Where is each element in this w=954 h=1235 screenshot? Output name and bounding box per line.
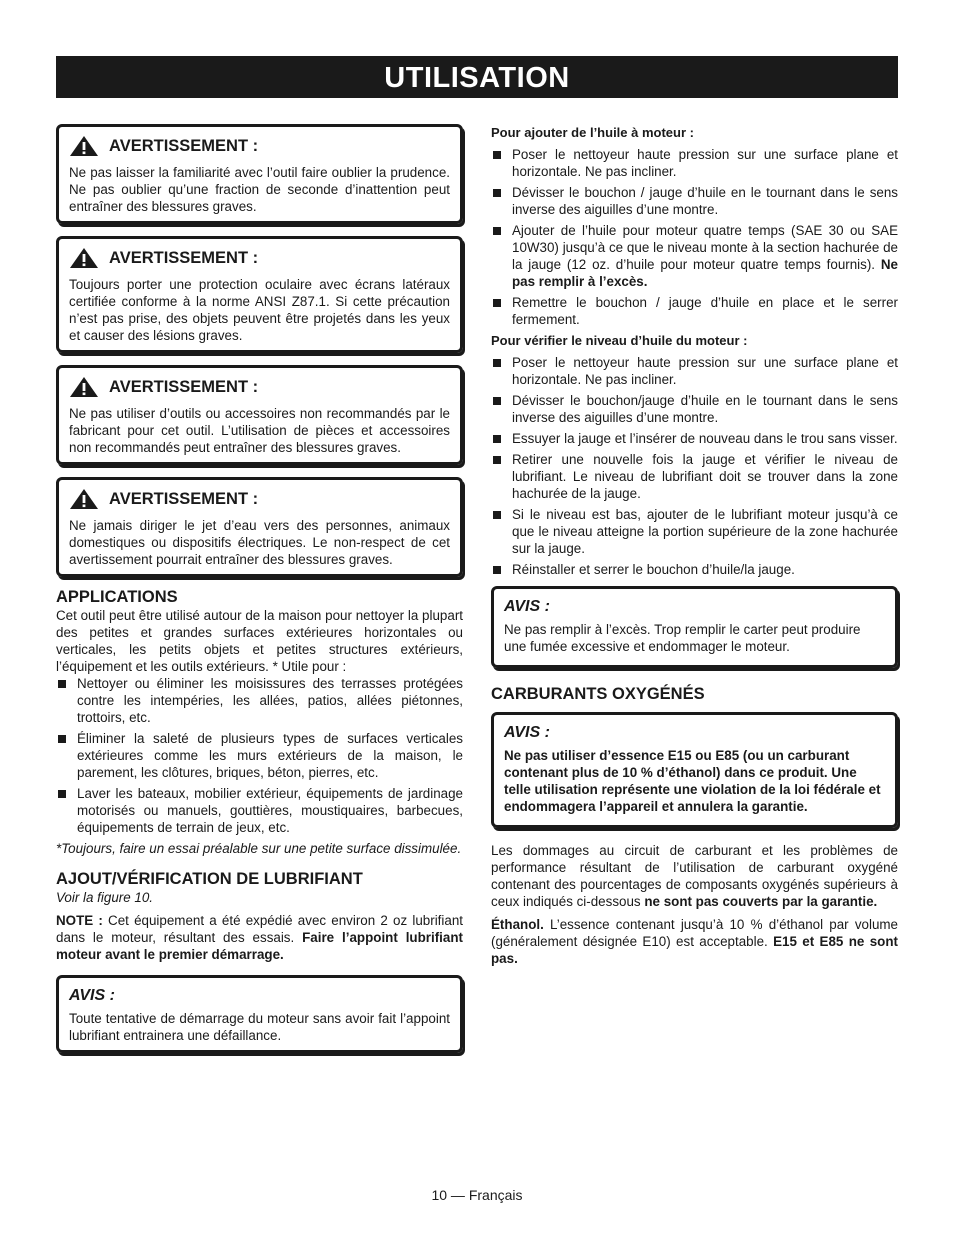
avis-text: Toute tentative de démarrage du moteur sans avoir fait l’appoint lubrifiant entrainera une défaillance.: [69, 1011, 450, 1043]
warning-triangle-icon: [69, 247, 99, 269]
list-item: Poser le nettoyeur haute pression sur une surface plane et horizontale. Ne pas incliner.: [491, 146, 898, 180]
warning-text: Ne jamais diriger le jet d’eau vers des personnes, animaux domestiques ou dispositifs électriques. Le non-respect de cet avertissement pourrait entraîner des blessures graves.: [69, 518, 450, 567]
applications-heading: APPLICATIONS: [56, 588, 178, 606]
fuels-paragraph-1: [491, 842, 898, 910]
lubricant-note: [56, 912, 463, 963]
list-item: Nettoyer ou éliminer les moisissures des terrasses protégées contre les intempéries, les allées, patios, allées piétonnes, trottoirs, etc.: [56, 675, 463, 726]
list-item: Essuyer la jauge et l’insérer de nouveau dans le trou sans visser.: [491, 430, 898, 447]
applications-intro: Cet outil peut être utilisé autour de la maison pour nettoyer la plupart des petites et grandes surfaces extérieures horizontales ou verticales, les petits objets et petites structures extérieurs, l’équipement et les outils extérieurs. * Utile pour :: [56, 608, 463, 674]
right-column: [491, 124, 898, 967]
see-figure: Voir la figure 10.: [56, 890, 154, 905]
avis-box-overfill: [491, 586, 898, 668]
fuels-heading: CARBURANTS OXYGÉNÉS: [491, 685, 705, 703]
page-footer: 10 — Français: [431, 1187, 523, 1203]
list-item: Laver les bateaux, mobilier extérieur, équipements de jardinage motorisés ou manuels, gouttières, moustiquaires, barbecues, équipements de terrain de jeux, etc.: [56, 785, 463, 836]
warning-box-1: [56, 124, 463, 224]
left-column: [56, 124, 463, 1065]
check-oil-heading: Pour vérifier le niveau d’huile du moteur :: [491, 333, 748, 348]
avis-title: AVIS :: [504, 724, 550, 741]
warning-box-2: [56, 236, 463, 353]
avis-box-fuel: [491, 712, 898, 828]
applications-list: [56, 675, 463, 836]
list-item: Dévisser le bouchon/jauge d’huile en le tournant dans le sens inverse des aiguilles d’une montre.: [491, 392, 898, 426]
warning-box-3: [56, 365, 463, 465]
fuels-p1-bold: ne sont pas couverts par la garantie.: [644, 894, 878, 909]
page-title: UTILISATION: [56, 56, 898, 98]
warning-text: Ne pas utiliser d’outils ou accessoires non recommandés par le fabricant pour cet outil. L’utilisation de pièces et accessoires non recommandés peut entraîner des blessures graves.: [69, 406, 450, 455]
fuels-paragraph-2: [491, 916, 898, 967]
list-item-text: Ajouter de l’huile pour moteur quatre temps (SAE 30 ou SAE 10W30) jusqu’à ce que le niveau monte à la section hachurée de la jauge (12 oz. d’huile pour moteur quatre temps fournis).: [512, 223, 898, 272]
list-item: Poser le nettoyeur haute pression sur une surface plane et horizontale. Ne pas incliner.: [491, 354, 898, 388]
add-oil-list: [491, 146, 898, 328]
check-oil-list: [491, 354, 898, 578]
ethanol-label: Éthanol.: [491, 917, 544, 932]
warning-triangle-icon: [69, 488, 99, 510]
warning-title: AVERTISSEMENT :: [109, 378, 259, 396]
fuels-p1-text: Les dommages au circuit de carburant et les problèmes de performance résultant de l’utilisation de carburant oxygéné contenant des pourcentages de composants oxygénés supérieurs à ceux indiqués ci-dessous: [491, 843, 898, 909]
fuels-p2-bold: E15 et E85 ne sont pas.: [491, 934, 898, 966]
warning-triangle-icon: [69, 135, 99, 157]
avis-text: Ne pas remplir à l’excès. Trop remplir le carter peut produire une fumée excessive et endommager le moteur.: [504, 622, 861, 654]
warning-title: AVERTISSEMENT :: [109, 490, 259, 508]
note-bold: Faire l’appoint lubrifiant moteur avant le premier démarrage.: [56, 930, 463, 962]
list-item: Dévisser le bouchon / jauge d’huile en le tournant dans le sens inverse des aiguilles d’une montre.: [491, 184, 898, 218]
warning-title: AVERTISSEMENT :: [109, 137, 259, 155]
warning-title: AVERTISSEMENT :: [109, 249, 259, 267]
warning-text: Ne pas laisser la familiarité avec l’outil faire oublier la prudence. Ne pas oublier qu’une fraction de seconde d’inattention peut entraîner des blessures graves.: [69, 165, 450, 214]
avis-text: Ne pas utiliser d’essence E15 ou E85 (ou un carburant contenant plus de 10 % d’éthanol) dans ce produit. Une telle utilisation représente une violation de la loi fédérale et endommagera l’appareil et annulera la garantie.: [504, 748, 881, 814]
note-label: NOTE :: [56, 913, 103, 928]
list-item: [491, 222, 898, 290]
list-item: Si le niveau est bas, ajouter de le lubrifiant moteur jusqu’à ce que le niveau atteigne la portion supérieure de la zone hachurée sur la jauge.: [491, 506, 898, 557]
list-item-bold: Ne pas remplir à l’excès.: [512, 257, 898, 289]
list-item: Réinstaller et serrer le bouchon d’huile/la jauge.: [491, 561, 898, 578]
avis-title: AVIS :: [504, 598, 550, 615]
fuels-p2-text: L’essence contenant jusqu’à 10 % d’éthanol par volume (généralement désignée E10) est acceptable.: [491, 917, 898, 949]
warning-box-4: [56, 477, 463, 577]
add-oil-heading: Pour ajouter de l’huile à moteur :: [491, 125, 694, 140]
warning-text: Toujours porter une protection oculaire avec écrans latéraux certifiée conforme à la norme ANSI Z87.1. Si cette précaution n’est pas prise, des objets peuvent être projetés dans les yeux et causer des lésions graves.: [69, 277, 450, 343]
lubricant-heading: AJOUT/VÉRIFICATION DE LUBRIFIANT: [56, 870, 363, 888]
list-item: Retirer une nouvelle fois la jauge et vérifier le niveau de lubrifiant. Le niveau de lubrifiant doit se trouver dans la zone hachurée de la jauge.: [491, 451, 898, 502]
applications-note: *Toujours, faire un essai préalable sur une petite surface dissimulée.: [56, 841, 462, 856]
warning-triangle-icon: [69, 376, 99, 398]
list-item: Remettre le bouchon / jauge d’huile en place et le serrer fermement.: [491, 294, 898, 328]
avis-box-startup: [56, 975, 463, 1053]
avis-title: AVIS :: [69, 987, 115, 1004]
list-item: Éliminer la saleté de plusieurs types de surfaces verticales extérieures comme les murs extérieurs de la maison, le parement, les clôtures, briques, béton, pierres, etc.: [56, 730, 463, 781]
note-text: Cet équipement a été expédié avec environ 2 oz lubrifiant dans le moteur, résultant des essais.: [56, 913, 463, 945]
